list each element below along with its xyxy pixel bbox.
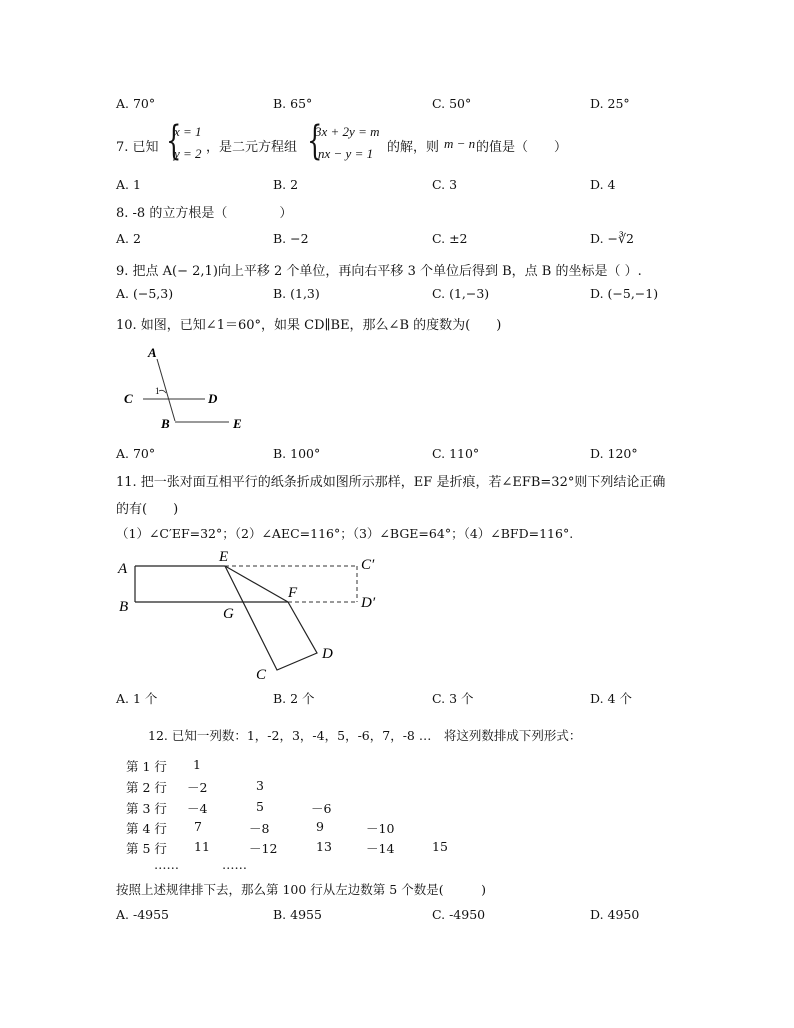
q11-label-f: F	[288, 585, 298, 601]
q7-sys1-line1: x = 1	[174, 124, 202, 139]
question-8: 8. -8 的立方根是（ ）	[116, 206, 293, 221]
question-10: 10. 如图，已知∠1＝60°，如果 CD∥BE，那么∠B 的度数为( )	[116, 318, 502, 333]
q12-row1-v1: 1	[193, 757, 201, 772]
q7-brace-2: {	[307, 118, 323, 164]
q11-label-d-prime: D′	[361, 595, 376, 611]
q7-suffix-a: 的解，则	[387, 140, 440, 155]
q12-question: 按照上述规律排下去，那么第 100 行从左边数第 5 个数是( )	[116, 882, 486, 897]
q12-row4-v4: －10	[366, 821, 395, 836]
q9-option-b: B. (1,3)	[273, 286, 320, 301]
q12-option-c: C. -4950	[432, 907, 486, 922]
q12-ellipsis-1: ……	[154, 857, 179, 872]
question-11-line1: 11. 把一张对面互相平行的纸条折成如图所示那样，EF 是折痕，若∠EFB=32°则下列结论正确	[116, 475, 666, 490]
q10-label-e: E	[233, 416, 242, 431]
q10-line-ab	[157, 359, 175, 421]
q12-row5-v4: －14	[366, 841, 395, 856]
q11-label-g: G	[223, 606, 234, 622]
q11-label-a: A	[118, 561, 128, 577]
q10-option-b: B. 100°	[273, 446, 321, 461]
q12-row5-v1: 11	[194, 839, 210, 854]
q12-option-b: B. 4955	[273, 907, 322, 922]
question-9: 9. 把点 A(− 2,1)向上平移 2 个单位，再向右平移 3 个单位后得到 B，点 B 的坐标是（ ）.	[116, 264, 642, 279]
q12-row4-v2: －8	[249, 821, 270, 836]
q12-row5-v5: 15	[432, 839, 448, 854]
q10-option-d: D. 120°	[590, 446, 638, 461]
q6-option-b: B. 65°	[273, 96, 313, 111]
q12-row2-v2: 3	[256, 778, 264, 793]
q10-label-a: A	[148, 345, 157, 360]
q12-row4-label: 第 4 行	[126, 821, 167, 836]
q12-row3-v1: －4	[187, 801, 208, 816]
q7-middle: ，是二元方程组	[206, 140, 298, 155]
q12-option-a: A. -4955	[116, 907, 170, 922]
q7-option-b: B. 2	[273, 177, 299, 192]
q7-sys2-line2: nx − y = 1	[318, 146, 374, 161]
q7-prefix: 7. 已知	[116, 140, 159, 155]
q11-folded-part	[225, 566, 317, 670]
q11-option-a: A. 1 个	[116, 691, 158, 706]
q12-option-d: D. 4950	[590, 907, 640, 922]
q12-row2-label: 第 2 行	[126, 780, 167, 795]
q12-row3-label: 第 3 行	[126, 801, 167, 816]
q11-label-b: B	[119, 599, 129, 615]
q6-option-d: D. 25°	[590, 96, 630, 111]
q11-option-c: C. 3 个	[432, 691, 474, 706]
q11-figure	[115, 545, 385, 685]
q8-option-d: D. −∛2	[590, 231, 634, 246]
q12-row5-label: 第 5 行	[126, 841, 167, 856]
q10-option-a: A. 70°	[116, 446, 156, 461]
q12-row5-v2: －12	[249, 841, 278, 856]
q12-row2-v1: －2	[187, 780, 208, 795]
q11-label-e: E	[219, 549, 229, 565]
q7-option-c: C. 3	[432, 177, 458, 192]
q6-option-c: C. 50°	[432, 96, 472, 111]
q11-option-d: D. 4 个	[590, 691, 632, 706]
q9-option-d: D. (−5,−1)	[590, 286, 659, 301]
q7-option-d: D. 4	[590, 177, 616, 192]
q10-figure	[115, 343, 265, 435]
q10-label-d: D	[208, 391, 218, 406]
q11-label-d: D	[322, 646, 333, 662]
q9-option-a: A. (−5,3)	[116, 286, 174, 301]
q7-brace-1: {	[166, 118, 182, 164]
q10-label-c: C	[124, 391, 133, 406]
q9-option-c: C. (1,−3)	[432, 286, 490, 301]
q12-row3-v2: 5	[256, 799, 264, 814]
q8-option-a: A. 2	[116, 231, 141, 246]
q11-label-c-prime: C′	[361, 557, 375, 573]
q10-label-b: B	[161, 416, 170, 431]
q6-option-a: A. 70°	[116, 96, 156, 111]
q11-conclusions: （1）∠C′EF=32°；（2）∠AEC=116°；（3）∠BGE=64°；（4）∠BFD=116°.	[116, 526, 574, 541]
q12-row5-v3: 13	[316, 839, 332, 854]
q11-label-c: C	[256, 667, 267, 683]
q12-row4-v3: 9	[316, 819, 324, 834]
q7-sys1-line2: y = 2	[174, 146, 202, 161]
q7-option-a: A. 1	[116, 177, 141, 192]
question-12: 12. 已知一列数：1，-2，3，-4，5，-6，7，-8 … 将这列数排成下列形式：	[148, 728, 582, 743]
q7-sys2-line1: 3x + 2y = m	[315, 124, 380, 139]
q12-row3-v3: －6	[311, 801, 332, 816]
q12-row1-label: 第 1 行	[126, 759, 167, 774]
q7-suffix-b: 的值是（ ）	[476, 140, 568, 155]
q10-angle-arc	[159, 390, 166, 393]
q12-ellipsis-2: ……	[222, 857, 247, 872]
q10-label-angle1: 1	[155, 386, 160, 396]
q8-option-b: B. −2	[273, 231, 309, 246]
q11-option-b: B. 2 个	[273, 691, 315, 706]
q7-expr: m − n	[444, 136, 476, 151]
question-11-line2: 的有( )	[116, 502, 179, 517]
q12-row4-v1: 7	[194, 819, 202, 834]
q8-option-c: C. ±2	[432, 231, 468, 246]
q10-option-c: C. 110°	[432, 446, 480, 461]
